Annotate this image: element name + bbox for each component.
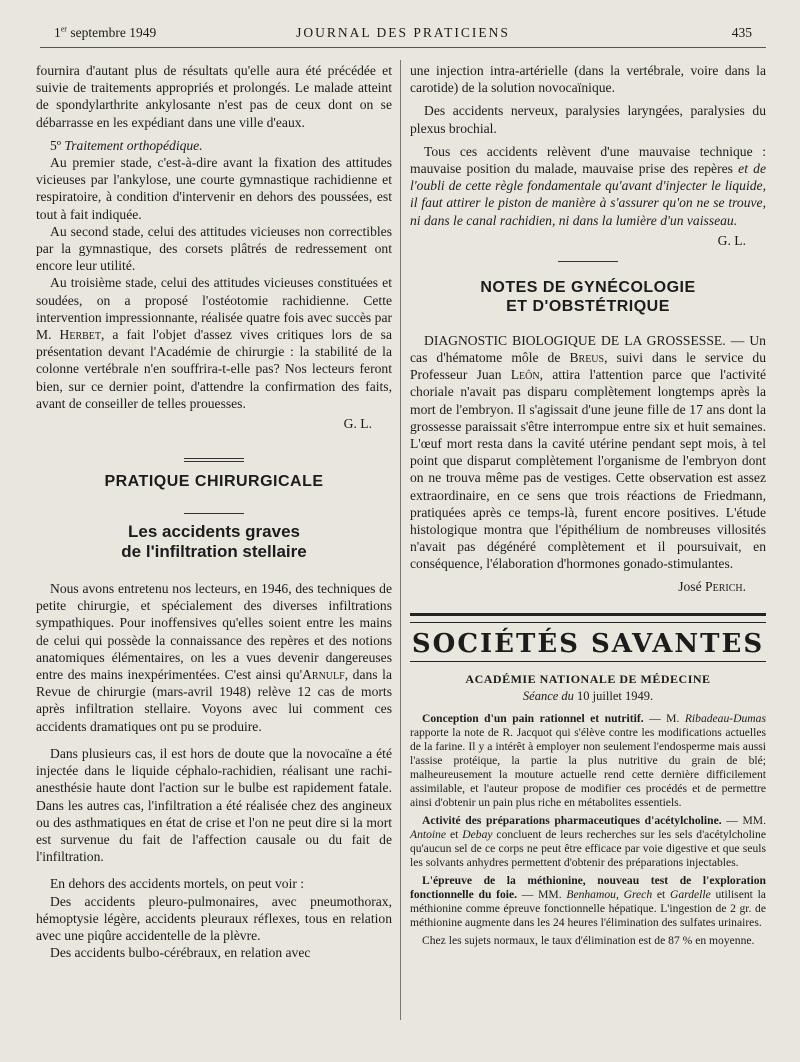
- header-page-number: 435: [731, 25, 752, 40]
- article-title: Les accidents graves de l'infiltration stellaire: [121, 522, 307, 562]
- paragraph: En dehors des accidents mortels, on peut voir :: [50, 876, 305, 892]
- right-column: [410, 62, 766, 948]
- paragraph: Au second stade, celui des attitudes vicieuses non correctibles par la gymnastique, des corsets plâtrés de redressement ont encore leur utilité.: [36, 223, 392, 274]
- section-title-societes: SOCIÉTÉS SAVANTES: [411, 628, 765, 659]
- paragraph: Dans plusieurs cas, il est hors de doute que la novocaïne a été injectée dans le liquide céphalo-rachidien, réalisant une rachi-anesthésie haute dont l'action sur le bulbe est rapidement fatale. Dans les autres cas, l'infiltration a été réalisée chez des angineux ou des asthmatiques en état de crise et l'on ne peut dire si la mort est survenue du fait de l'affection causale ou du fait de l'infiltration.: [36, 745, 392, 865]
- double-rule: [184, 458, 244, 462]
- paragraph: Des accidents pleuro-pulmonaires, avec pneumothorax, hémoptysie légère, accidents pleuraux réflexes, tous en relation avec une piqûre accidentelle de la plèvre.: [36, 893, 392, 943]
- column-divider: [400, 60, 401, 1020]
- signature: G. L.: [343, 416, 372, 432]
- paragraph: DIAGNOSTIC BIOLOGIQUE DE LA GROSSESSE. — Un cas d'hématome môle de Breus, suivi dans le service du Professeur Juan Leôn, attira l'attention parce que l'activité choriale n'avait pas disparu complètement longtemps après la mort de l'embryon. Il s'agissait d'une jeune fille de 17 ans dont la grossesse paraissait s'être interrompue entre six et huit semaines. L'œuf mort resta dans la cavité utérine pendant sept mois, à tel point que disparut complètement l'organisme de l'embryon dont on ne trouva même pas de vestiges. Cette observation est assez extraordinaire, en ce sens que trois réactions de Friedmann, pratiquées après ce temps-là, furent encore positives. L'étude histologique montra que l'épithélium de nombreuses villosités n'avait pas dégénéré complètement et il poursuivait, en conséquence, l'élaboration d'hormones gonado-stimulantes.: [410, 332, 767, 572]
- paragraph: Au premier stade, c'est-à-dire avant la fixation des attitudes vicieuses par l'ankylose, une courte gymnastique rachidienne et respiratoire, à condition d'intervenir en dehors des poussées, est tout à fait indiquée.: [36, 155, 392, 222]
- section-heading: 5º Traitement orthopédique.: [50, 137, 203, 153]
- rubric-title: PRATIQUE CHIRURGICALE: [104, 473, 324, 491]
- signature: G. L.: [717, 232, 746, 248]
- paragraph: Des accidents bulbo-cérébraux, en relation avec: [50, 945, 311, 961]
- thick-rule: [410, 613, 766, 623]
- short-rule: [184, 513, 244, 514]
- paragraph: Nous avons entretenu nos lecteurs, en 1946, des techniques de petite chirurgie, et spécialement des diverses infiltrations sympathiques. Pour inoffensives qu'elles soient entre les mains de celui qui possède la connaissance des repères et des notions anatomiques élémentaires, on les a vues devenir dangereuses entre des mains inexpérimentées. C'est ainsi qu'Arnulf, dans la Revue de chirurgie (mars-avril 1948) relève 12 cas de morts après infiltration stellaire. Voyons avec lui comment ces accidents dramatiques ont pu se produire.: [36, 581, 392, 734]
- rubric-title: NOTES DE GYNÉCOLOGIE ET D'OBSTÉTRIQUE: [480, 278, 696, 315]
- thin-rule: [410, 661, 766, 662]
- page-header: [40, 20, 766, 48]
- paragraph: Des accidents nerveux, paralysies laryngées, paralysies du plexus brochial.: [410, 103, 766, 136]
- proceeding-item: Activité des préparations pharmaceutiques d'acétylcholine. — MM. Antoine et Debay concluent de leurs recherches sur les sels d'acétylcholine qu'aucun sel de ce corps ne peut être efficace par voie digestive et que seuls les solvants anhydres permettent d'obtenir des préparations injectables.: [410, 813, 766, 869]
- paragraph: Tous ces accidents relèvent d'une mauvaise technique : mauvaise position du malade, mauvaise prise des repères et de l'oubli de cette règle fondamentale qu'avant d'injecter le liquide, il faut attirer le piston de manière à s'assurer qu'on ne se trouve, ni dans le canal rachidien, ni dans la lumière d'un vaisseau.: [410, 143, 767, 228]
- short-rule: [558, 261, 618, 262]
- paragraph: Au troisième stade, celui des attitudes vicieuses constituées et soudées, on a proposé l'ostéotomie rachidienne. Cette intervention impressionnante, réalisée quatre fois avec succès par M. Herbet, a fait l'objet d'assez vives critiques lors de sa présentation devant l'Académie de chirurgie : la stabilité de la colonne vertébrale n'en souffrira-t-elle pas? Nos lecteurs feront bien, sur ce dernier point, d'attendre la confirmation des faits, avant de conseiller de telles prouesses.: [36, 275, 392, 411]
- author-signature: José Perich.: [678, 578, 746, 594]
- session-date: Séance du 10 juillet 1949.: [522, 688, 654, 703]
- proceeding-item: Conception d'un pain rationnel et nutritif. — M. Ribadeau-Dumas rapporte la note de R. Jacquot qui s'élève contre les modifications actuelles de la farine. Il y a intérêt à employer non seulement l'endosperme mais aussi l'assise protéique, la partie la plus nutritive du grain de blé; malheureusement la mouture actuelle rend cette dernière difficilement assimilable, et l'auteur propose de modifier ces procédés et de permettre ainsi d'obtenir un pain plus riche en métabolites essentiels.: [410, 711, 766, 809]
- left-column: [36, 62, 392, 961]
- proceeding-item: L'épreuve de la méthionine, nouveau test de l'exploration fonctionnelle du foie. — MM. Benhamou, Grech et Gardelle utilisent la méthionine comme épreuve fonctionnelle hépatique. L'ingestion de 2 gr. de méthionine augmente dans les 24 heures l'élimination des sulfates urinaires.: [410, 873, 766, 929]
- paragraph: une injection intra-artérielle (dans la vertébrale, voire dans la carotide) de la solution novocaïnique.: [410, 63, 766, 96]
- proceedings: [410, 712, 766, 948]
- header-journal-title: JOURNAL DES PRATICIENS: [296, 25, 510, 40]
- academy-heading: ACADÉMIE NATIONALE DE MÉDECINE: [465, 671, 711, 686]
- header-date: 1er septembre 1949: [54, 24, 157, 40]
- proceeding-item: Chez les sujets normaux, le taux d'élimination est de 87 % en moyenne.: [422, 933, 755, 947]
- paragraph: fournira d'autant plus de résultats qu'elle aura été précédée et suivie de traitements appropriés et prolongés. Le malade atteint de spondylarthrite ankylosante n'est pas de ceux dont on se débarrasse en les expédiant dans une ville d'eaux.: [36, 63, 392, 130]
